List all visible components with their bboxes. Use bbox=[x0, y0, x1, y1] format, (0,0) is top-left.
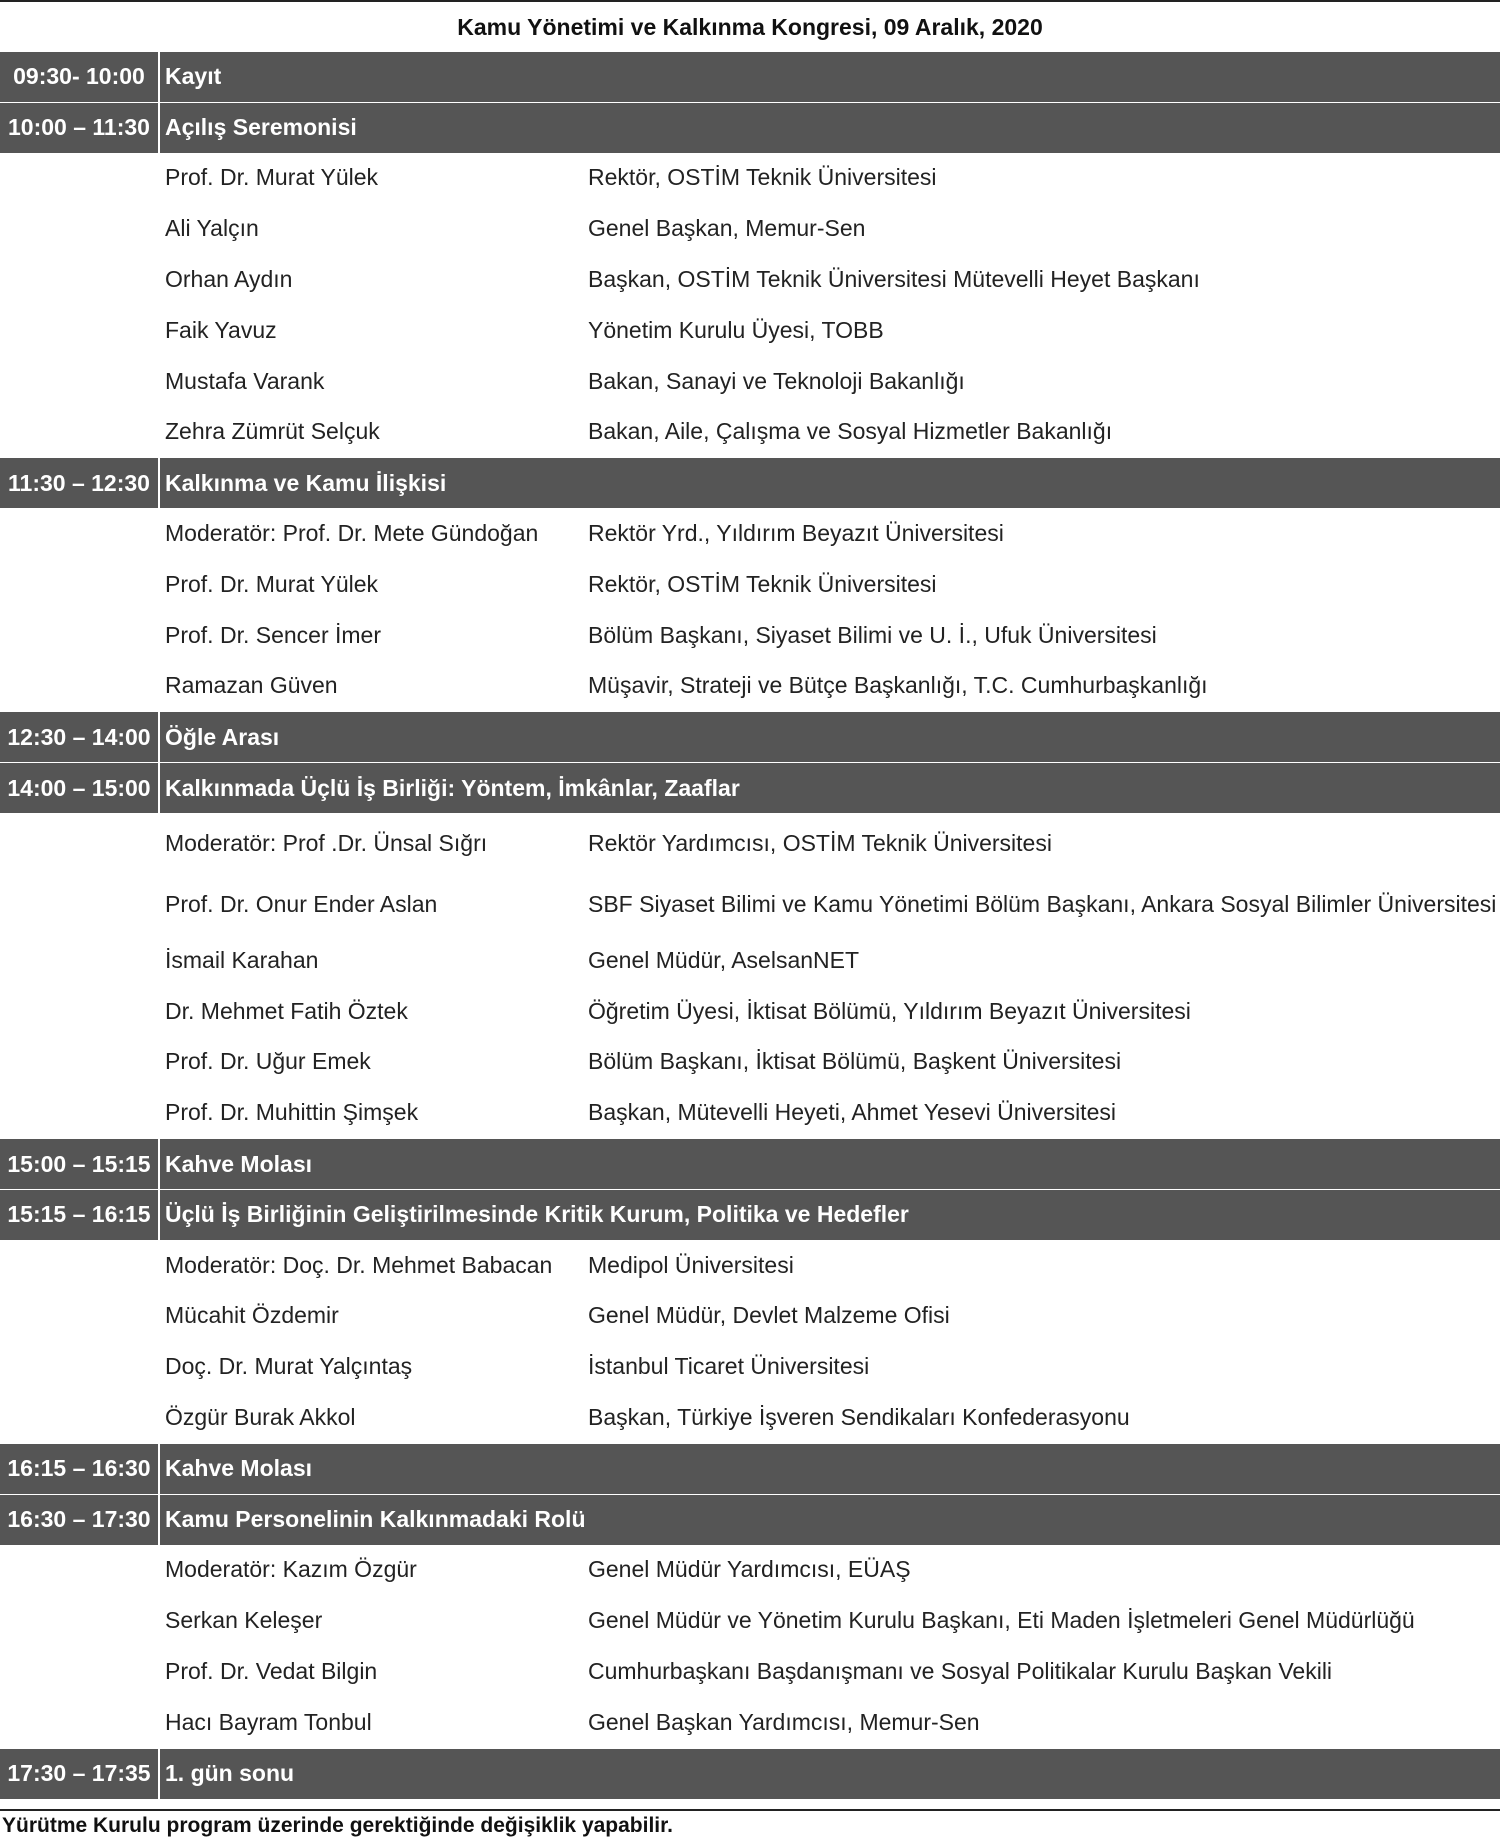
session-title: Kayıt bbox=[165, 63, 222, 90]
speaker-row bbox=[0, 1087, 1500, 1138]
session-header bbox=[0, 711, 1500, 762]
session-title: Öğle Arası bbox=[165, 723, 280, 750]
speaker-name: Prof. Dr. Vedat Bilgin bbox=[165, 1658, 378, 1684]
speaker-name: Ramazan Güven bbox=[165, 672, 338, 699]
speaker-row bbox=[0, 1697, 1500, 1748]
session-title: Açılış Seremonisi bbox=[165, 114, 357, 141]
speaker-role: Rektör, OSTİM Teknik Üniversitesi bbox=[588, 570, 937, 597]
session-header bbox=[0, 762, 1500, 813]
speaker-role: İstanbul Ticaret Üniversitesi bbox=[588, 1353, 870, 1380]
speaker-name: Doç. Dr. Murat Yalçıntaş bbox=[165, 1353, 413, 1380]
speaker-row bbox=[0, 813, 1500, 874]
session-time: 16:15 – 16:30 bbox=[0, 1444, 160, 1494]
session-time: 17:30 – 17:35 bbox=[0, 1749, 160, 1799]
speaker-row bbox=[0, 874, 1500, 935]
speaker-row bbox=[0, 153, 1500, 204]
session-time: 10:00 – 11:30 bbox=[0, 103, 160, 153]
speaker-role: SBF Siyaset Bilimi ve Kamu Yönetimi Bölüm Başkanı, Ankara Sosyal Bilimler Üniversitesi bbox=[588, 890, 1497, 917]
speaker-name: Hacı Bayram Tonbul bbox=[165, 1708, 372, 1735]
session-time: 12:30 – 14:00 bbox=[0, 712, 160, 762]
speaker-row bbox=[0, 1240, 1500, 1291]
speaker-name: Mustafa Varank bbox=[165, 367, 325, 394]
schedule-table bbox=[0, 51, 1500, 1799]
speaker-name: Moderatör: Doç. Dr. Mehmet Babacan bbox=[165, 1251, 553, 1278]
speaker-role: Genel Başkan Yardımcısı, Memur-Sen bbox=[588, 1708, 980, 1735]
speaker-role: Başkan, OSTİM Teknik Üniversitesi Mütevelli Heyet Başkanı bbox=[588, 266, 1200, 293]
speaker-role: Bakan, Sanayi ve Teknoloji Bakanlığı bbox=[588, 367, 965, 394]
speaker-role: Öğretim Üyesi, İktisat Bölümü, Yıldırım Beyazıt Üniversitesi bbox=[588, 997, 1191, 1024]
session-header bbox=[0, 1138, 1500, 1189]
speaker-role: Rektör Yardımcısı, OSTİM Teknik Üniversitesi bbox=[588, 829, 1052, 856]
speaker-name: Özgür Burak Akkol bbox=[165, 1404, 356, 1431]
speaker-role: Yönetim Kurulu Üyesi, TOBB bbox=[588, 316, 884, 343]
session-title: Kahve Molası bbox=[165, 1455, 312, 1482]
session-time: 11:30 – 12:30 bbox=[0, 458, 160, 508]
speaker-role: Bölüm Başkanı, İktisat Bölümü, Başkent Üniversitesi bbox=[588, 1048, 1122, 1075]
speaker-name: Ali Yalçın bbox=[165, 215, 259, 242]
speaker-name: Zehra Zümrüt Selçuk bbox=[165, 418, 380, 445]
session-time: 14:00 – 15:00 bbox=[0, 763, 160, 813]
speaker-row bbox=[0, 356, 1500, 407]
speaker-name: Moderatör: Prof. Dr. Mete Gündoğan bbox=[165, 520, 539, 547]
speaker-role: Rektör, OSTİM Teknik Üniversitesi bbox=[588, 164, 937, 191]
speaker-role: Müşavir, Strateji ve Bütçe Başkanlığı, T.C. Cumhurbaşkanlığı bbox=[588, 672, 1208, 699]
speaker-row bbox=[0, 508, 1500, 559]
session-header bbox=[0, 1494, 1500, 1545]
session-title: Kalkınma ve Kamu İlişkisi bbox=[165, 469, 447, 496]
session-time: 15:00 – 15:15 bbox=[0, 1139, 160, 1189]
speaker-row bbox=[0, 1341, 1500, 1392]
speaker-row bbox=[0, 1291, 1500, 1342]
speaker-name: Mücahit Özdemir bbox=[165, 1302, 339, 1329]
speaker-row bbox=[0, 305, 1500, 356]
speaker-role: Genel Başkan, Memur-Sen bbox=[588, 215, 866, 242]
speaker-row bbox=[0, 1392, 1500, 1443]
session-header bbox=[0, 1443, 1500, 1494]
speaker-name: Prof. Dr. Onur Ender Aslan bbox=[165, 890, 438, 917]
session-header bbox=[0, 51, 1500, 102]
footer-note: Yürütme Kurulu program üzerinde gerektiğinde değişiklik yapabilir. bbox=[0, 1809, 1500, 1841]
session-time: 15:15 – 16:15 bbox=[0, 1190, 160, 1240]
speaker-role: Rektör Yrd., Yıldırım Beyazıt Üniversitesi bbox=[588, 520, 1004, 547]
speaker-name: Prof. Dr. Muhittin Şimşek bbox=[165, 1099, 419, 1126]
session-time: 16:30 – 17:30 bbox=[0, 1495, 160, 1545]
speaker-name: Orhan Aydın bbox=[165, 266, 293, 293]
speaker-name: Moderatör: Kazım Özgür bbox=[165, 1556, 417, 1583]
speaker-name: Faik Yavuz bbox=[165, 316, 277, 343]
speaker-name: Prof. Dr. Uğur Emek bbox=[165, 1048, 371, 1075]
speaker-role: Bölüm Başkanı, Siyaset Bilimi ve U. İ., Ufuk Üniversitesi bbox=[588, 621, 1157, 648]
speaker-row bbox=[0, 1037, 1500, 1088]
speaker-row bbox=[0, 254, 1500, 305]
speaker-role: Başkan, Türkiye İşveren Sendikaları Konfederasyonu bbox=[588, 1404, 1130, 1431]
session-time: 09:30- 10:00 bbox=[0, 52, 160, 102]
session-title: Kahve Molası bbox=[165, 1150, 312, 1177]
session-title: Kamu Personelinin Kalkınmadaki Rolü bbox=[165, 1506, 586, 1533]
speaker-name: Serkan Keleşer bbox=[165, 1607, 323, 1634]
speaker-row bbox=[0, 559, 1500, 610]
speaker-row bbox=[0, 1545, 1500, 1596]
speaker-row bbox=[0, 661, 1500, 712]
speaker-role: Genel Müdür, Devlet Malzeme Ofisi bbox=[588, 1302, 950, 1329]
speaker-role: Genel Müdür ve Yönetim Kurulu Başkanı, Eti Maden İşletmeleri Genel Müdürlüğü bbox=[588, 1607, 1415, 1634]
page-title: Kamu Yönetimi ve Kalkınma Kongresi, 09 Aralık, 2020 bbox=[0, 0, 1500, 51]
speaker-name: İsmail Karahan bbox=[165, 946, 319, 973]
speaker-name: Moderatör: Prof .Dr. Ünsal Sığrı bbox=[165, 829, 488, 856]
speaker-role: Bakan, Aile, Çalışma ve Sosyal Hizmetler Bakanlığı bbox=[588, 418, 1113, 445]
speaker-row bbox=[0, 203, 1500, 254]
session-title: Üçlü İş Birliğinin Geliştirilmesinde Kritik Kurum, Politika ve Hedefler bbox=[165, 1201, 909, 1228]
speaker-role: Cumhurbaşkanı Başdanışmanı ve Sosyal Politikalar Kurulu Başkan Vekili bbox=[588, 1658, 1333, 1684]
speaker-row bbox=[0, 610, 1500, 661]
speaker-name: Prof. Dr. Murat Yülek bbox=[165, 570, 379, 597]
session-header bbox=[0, 1748, 1500, 1799]
session-header bbox=[0, 1189, 1500, 1240]
speaker-role: Başkan, Mütevelli Heyeti, Ahmet Yesevi Üniversitesi bbox=[588, 1099, 1116, 1126]
speaker-name: Dr. Mehmet Fatih Öztek bbox=[165, 997, 408, 1024]
session-title: Kalkınmada Üçlü İş Birliği: Yöntem, İmkânlar, Zaaflar bbox=[165, 774, 740, 801]
speaker-role: Genel Müdür Yardımcısı, EÜAŞ bbox=[588, 1556, 911, 1583]
session-header bbox=[0, 457, 1500, 508]
session-header bbox=[0, 102, 1500, 153]
speaker-role: Genel Müdür, AselsanNET bbox=[588, 946, 860, 973]
speaker-row bbox=[0, 986, 1500, 1037]
speaker-row bbox=[0, 407, 1500, 458]
speaker-name: Prof. Dr. Murat Yülek bbox=[165, 164, 379, 191]
speaker-name: Prof. Dr. Sencer İmer bbox=[165, 621, 382, 648]
speaker-row bbox=[0, 1646, 1500, 1697]
speaker-role: Medipol Üniversitesi bbox=[588, 1251, 794, 1278]
session-title: 1. gün sonu bbox=[165, 1760, 295, 1787]
speaker-row bbox=[0, 1595, 1500, 1646]
speaker-row bbox=[0, 935, 1500, 986]
